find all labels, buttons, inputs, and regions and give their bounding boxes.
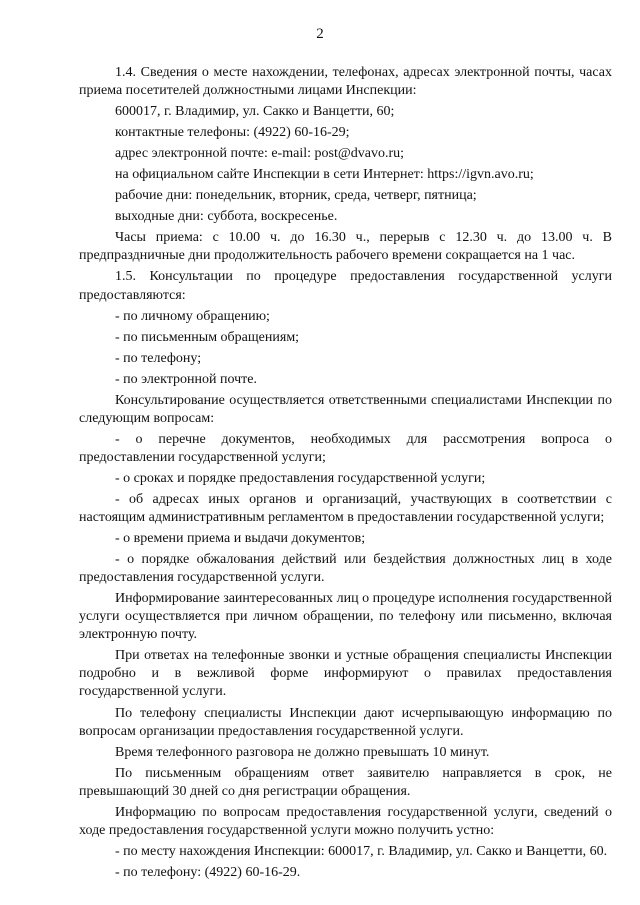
paragraph: рабочие дни: понедельник, вторник, среда, четверг, пятница; xyxy=(115,188,477,204)
paragraph: - по личному обращению; xyxy=(115,308,270,324)
paragraph: - по телефону; xyxy=(115,350,202,366)
paragraph: Часы приема: с 10.00 ч. до 16.30 ч., перерыв с 12.30 ч. до 13.00 ч. В предпраздничные дни продолжительность рабочего времени сокращается на 1 час. xyxy=(79,230,612,264)
paragraph: выходные дни: суббота, воскресенье. xyxy=(115,209,338,225)
paragraph: - по месту нахождения Инспекции: 600017, г. Владимир, ул. Сакко и Ванцетти, 60. xyxy=(115,843,608,859)
paragraph: - о перечне документов, необходимых для рассмотрения вопроса о предоставлении государственной услуги; xyxy=(79,431,612,465)
paragraph: Информацию по вопросам предоставления государственной услуги, сведений о ходе предоставления государственной услуги можно получить устно: xyxy=(79,804,612,838)
paragraph: - по телефону: (4922) 60-16-29. xyxy=(115,864,301,880)
paragraph: При ответах на телефонные звонки и устные обращения специалисты Инспекции подробно и в вежливой форме информируют о правилах предоставления государственной услуги. xyxy=(79,648,612,700)
page-number: 2 xyxy=(316,26,324,42)
paragraph: контактные телефоны: (4922) 60-16-29; xyxy=(115,125,350,141)
paragraph: Информирование заинтересованных лиц о процедуре исполнения государственной услуги осуществляется при личном обращении, по телефону или письменно, включая электронную почту. xyxy=(79,591,612,643)
paragraph: 600017, г. Владимир, ул. Сакко и Ванцетти, 60; xyxy=(115,104,395,120)
paragraph: адрес электронной почте: e-mail: post@dvavo.ru; xyxy=(115,146,404,162)
paragraph: - об адресах иных органов и организаций, участвующих в соответствии с настоящим административным регламентом в предоставлении государственной услуги; xyxy=(79,491,612,526)
paragraph: - по письменным обращениям; xyxy=(115,329,300,345)
paragraph: Консультирование осуществляется ответственными специалистами Инспекции по следующим вопросам: xyxy=(79,392,612,426)
paragraph: 1.5. Консультации по процедуре предоставления государственной услуги предоставляются: xyxy=(79,269,612,303)
paragraph: - о сроках и порядке предоставления государственной услуги; xyxy=(115,470,486,486)
paragraph: По телефону специалисты Инспекции дают исчерпывающую информацию по вопросам организации предоставления государственной услуги. xyxy=(79,705,612,739)
paragraph: - по электронной почте. xyxy=(115,371,257,387)
paragraph: - о порядке обжалования действий или бездействия должностных лиц в ходе предоставления государственной услуги. xyxy=(79,552,612,586)
paragraph: По письменным обращениям ответ заявителю направляется в срок, не превышающий 30 дней со дня регистрации обращения. xyxy=(79,765,612,799)
paragraph: - о времени приема и выдачи документов; xyxy=(115,531,366,547)
document-body xyxy=(79,64,612,882)
paragraph: Время телефонного разговора не должно превышать 10 минут. xyxy=(115,744,490,760)
paragraph: 1.4. Сведения о месте нахождении, телефонах, адресах электронной почты, часах приема посетителей должностными лицами Инспекции: xyxy=(79,65,612,99)
paragraph: на официальном сайте Инспекции в сети Интернет: https://igvn.avo.ru; xyxy=(115,167,534,183)
